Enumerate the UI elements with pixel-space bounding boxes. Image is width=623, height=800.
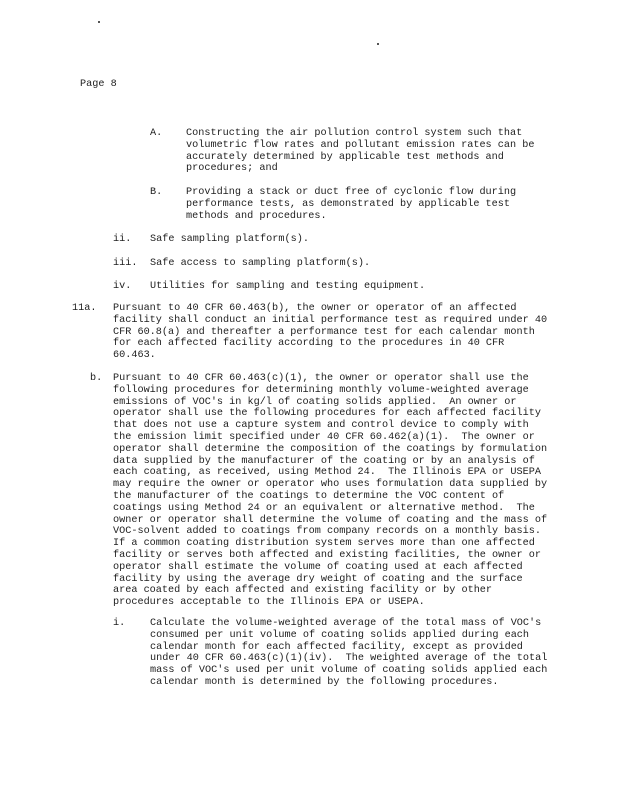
item-a-label: A. (150, 128, 163, 139)
para-11a-line: 60.463. (113, 350, 156, 362)
para-b-line: each coating, as received, using Method 24. The Illinois EPA or USEPA (113, 467, 541, 479)
para-b-line: If a common coating distribution system serves more than one affected (113, 538, 535, 550)
para-11a-line: facility shall conduct an initial performance test as required under 40 (113, 314, 548, 326)
para-b-line: emissions of VOC's in kg/l of coating solids applied. An owner or (113, 396, 517, 408)
para-b-text (113, 373, 547, 609)
para-b-line: coatings using Method 24 or an equivalent or alternative method. The (113, 502, 535, 514)
item-i-line: calendar month for each affected facility, except as provided (150, 641, 523, 653)
para-b-line: operator shall estimate the volume of coating used at each affected (113, 561, 523, 573)
item-iv-label: iv. (113, 281, 132, 292)
item-b-line: Providing a stack or duct free of cyclonic flow during (186, 187, 517, 198)
item-iii-text: Safe access to sampling platform(s). (150, 258, 371, 269)
para-11a-line: Pursuant to 40 CFR 60.463(b), the owner or operator of an affected (113, 303, 517, 314)
para-11a-line: CFR 60.8(a) and thereafter a performance test for each calendar month (113, 326, 535, 338)
para-b-line: facility or serves both affected and existing facilities, the owner or (113, 549, 541, 561)
para-b-line: procedures acceptable to the Illinois EPA or USEPA. (113, 597, 425, 609)
para-b-line: VOC-solvent added to coatings from company records on a monthly basis. (113, 526, 541, 538)
item-b-label: B. (150, 187, 163, 198)
item-i-line: consumed per unit volume of coating solids applied during each (150, 629, 530, 641)
item-a-line: Constructing the air pollution control system such that (186, 128, 523, 139)
para-b-line: the emission limit specified under 40 CFR 60.462(a)(1). The owner or (113, 431, 535, 443)
para-b-line: the manufacturer of the coatings to determine the VOC content of (113, 490, 505, 502)
item-ii-label: ii. (113, 234, 132, 245)
item-a-line: volumetric flow rates and pollutant emission rates can be (186, 139, 535, 151)
para-b-line: following procedures for determining monthly volume-weighted average (113, 384, 529, 396)
para-11a-text (113, 303, 547, 362)
para-b-line: that does not use a capture system and control device to comply with (113, 420, 529, 432)
item-i-line: calendar month is determined by the following procedures. (150, 676, 499, 688)
item-i-line: Calculate the volume-weighted average of the total mass of VOC's (150, 618, 542, 629)
para-b-line: Pursuant to 40 CFR 60.463(c)(1), the owner or operator shall use the (113, 373, 529, 384)
para-11a-label: 11a. (72, 303, 97, 314)
para-11a-line: for each affected facility according to the procedures in 40 CFR (113, 338, 505, 350)
item-i-text (150, 618, 547, 689)
item-iv-text: Utilities for sampling and testing equipment. (150, 281, 426, 292)
scan-speck (377, 43, 379, 45)
item-a-line: accurately determined by applicable test methods and (186, 151, 504, 163)
page-label: Page 8 (80, 79, 117, 90)
item-b-line: performance tests, as demonstrated by applicable test (186, 198, 511, 210)
para-b-line: facility by using the average dry weight of coating and the surface (113, 573, 523, 585)
item-b-line: methods and procedures. (186, 210, 327, 222)
para-b-line: operator shall use the following procedures for each affected facility (113, 408, 541, 420)
item-b-text (186, 187, 516, 222)
item-a-text (186, 128, 534, 175)
scan-speck (98, 21, 100, 23)
para-b-line: operator shall determine the composition of the coatings by formulation (113, 443, 548, 455)
item-i-line: mass of VOC's used per unit volume of coating solids applied each (150, 665, 548, 677)
item-i-line: under 40 CFR 60.463(c)(1)(iv). The weighted average of the total (150, 653, 548, 665)
para-b-line: area coated by each affected and existing facility or by other (113, 585, 493, 597)
item-ii-text: Safe sampling platform(s). (150, 234, 309, 245)
para-b-line: owner or operator shall determine the volume of coating and the mass of (113, 514, 548, 526)
para-b-line: may require the owner or operator who uses formulation data supplied by (113, 479, 548, 491)
item-a-line: procedures; and (186, 163, 278, 175)
item-iii-label: iii. (113, 258, 138, 269)
para-b-label: b. (90, 373, 103, 384)
item-i-label: i. (113, 618, 126, 629)
para-b-line: data supplied by the manufacturer of the coating or by an analysis of (113, 455, 535, 467)
